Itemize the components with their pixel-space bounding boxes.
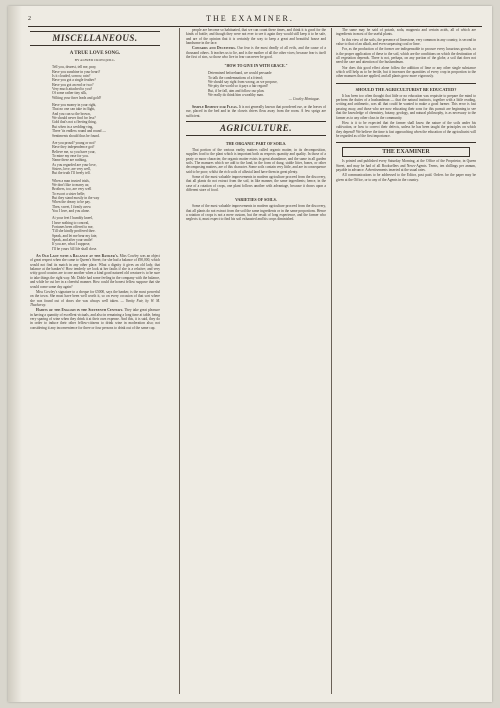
- article-paragraph: Nor does this good effect alone follow the addition of lime or any other single substance which will help us to be fertile, but it increases the quantities of every crop in proportion to the other manures that are applied, and all plants grow more vigorously.: [336, 65, 476, 79]
- article-paragraph: Habits of the English in the Sixteenth Century. They take great pleasure in having a quantity of excellent victuals, and also in remaining a long time at table, being very sparing of wine when they drink it at their own expense. And this, it is said, they do in order to induce their other fellow-citizens to drink wine in moderation also; not considering it any inconvenience for three or four persons to drink out of the same cup.: [30, 308, 160, 330]
- article-title-organic: THE ORGANIC PART OF SOILS.: [225, 140, 287, 146]
- motto-verse: Determined beforehand, we would persuade To talk the condemnations of a friend; We should say right from wrong, as we propose, We pity the world so it pays a fair regard! But, if he fall, aim and follow our plan. We really do think him a wealthy man. — Cowley Montague.: [186, 71, 326, 101]
- poem-stanza: At your feet I humbly kneel, I have nothing to conceal, Fortunes been offered to me, 'Till she kindly proffered thee. Speak, and let me bear my fate, Speak, and after your smile! If you are, what I suppose, I'll be yours 'till life shall close.: [52, 216, 98, 251]
- article-title-education: SHOULD THE AGRICULTURIST BE EDUCATED?: [336, 83, 476, 93]
- motto-title: "HOW TO GIVE IN WITH GRACE.": [224, 64, 288, 69]
- section-banner-agriculture: AGRICULTURE.: [186, 121, 326, 136]
- page-spine-shadow: [8, 6, 22, 702]
- poem-stanza: When a man trusted trials, We don't like to marry us; Brothers, too, are very well To escort a sister belle; But they stand mostly in the way When the dreary to be pay. Then, sweet, I firmly avow You I love, and you alone.: [52, 178, 100, 213]
- column-left: [30, 28, 160, 694]
- masthead-title: THE EXAMINER.: [206, 14, 294, 23]
- article-heading: Habits of the English in the Sixteenth Century.: [36, 308, 124, 313]
- article-paragraph: An Old Lady with a Balance at the Banker's. Miss Cowley was an object of great respect when she came to Queen's Street; for she had a balance of £90,000, which would not find its match in any other place. What a dignity it gives an old lady, that balance at the banker's! How tenderly we look at her faults if she is a relative; and very witty good cousins are to one another when a kind good natured old creature is to be sure to take things the right way. Mr. Doble had some feeling in the company with the balance, and while he cut her in a cheerful manner. How could the honest fellow suppose that she would come some day again?: [30, 254, 160, 289]
- article-attribution: — Vanity Fair, by W. M. Thackeray.: [30, 298, 160, 307]
- column-right: [336, 28, 476, 694]
- notice-title: THE EXAMINER: [342, 147, 470, 157]
- article-paragraph: How is it to be expected that the farmer shall know the nature of the soils under his cultivation, or how to correct their defects, unless he has been taught the principles on which they depend? We believe the time is fast approaching when the education of the agriculturist will be regarded as of the first importance.: [336, 120, 476, 138]
- column-middle: [186, 28, 326, 694]
- section-banner-miscellaneous: MISCELLANEOUS.: [30, 31, 160, 46]
- article-paragraph: Miss Cowley's signature to a cheque for £5000, says the banker, is the most powerful on the town. She must have been well worth it, so on every occasion of that sort where she was found out of doors she was always well taken. — Vanity Fair, by W. M. Thackeray.: [30, 289, 160, 307]
- poem-stanza: Are you proud? young or not? Have they independence got? Believe me, so you have your, To mine my ease for you. Name these are nothing, As you regarded are your love, Sisters, love, are very well, But the truth I'll freely tell.: [52, 140, 97, 176]
- article-paragraph: The same may be said of potash, soda, magnesia and certain acids, all of which are ingredients in most of the useful plants.: [336, 28, 476, 37]
- article-heading: Cowards and Deceivers.: [192, 46, 236, 51]
- article-paragraph: Some of the most valuable improvements in modern agriculture proceed from the discovery, that all plants do not extract from the soil the same ingredients or in the same proportions. Hence a rotation of crops is not a mere custom, but the result of long experience, and the farmer who neglects it, must expect to find his soil exhausted and his crops diminished.: [186, 204, 326, 222]
- article-title-varieties: VARIETIES OF SOILS.: [235, 197, 277, 203]
- poem-author: BY ALFRED CROWQUILL.: [74, 58, 116, 62]
- article-paragraph: In this view of the soils, the presence of limestone, very common in any country, is second in value to that of an alkali, and even surpassing coal or lime.: [336, 37, 476, 47]
- poem-stanza: Tell you, dearest, tell me, pray, Have you sunshine in your heart? Is it clouded, sorrow, rain? Have you got a single feather? Have you got an end or two? Very much attached to you? Of some rather tiny silk, Wilting your finer leads and gold?: [52, 65, 102, 100]
- notice-paragraph: Is printed and published every Saturday Morning, at the Office of the Proprietor, in Queen Street, and may be had of all Booksellers and News-Agents. Terms, ten shillings per annum, payable in advance. Advertisements inserted at the usual rates.: [336, 159, 476, 172]
- article-heading: Simple Remedy for Fleas.: [192, 104, 238, 109]
- newspaper-page: [8, 6, 492, 702]
- poem-title: A TRUE LOVE SONG.: [69, 51, 121, 56]
- publisher-notice: [336, 142, 476, 182]
- motto-attribution: — Cowley Montague.: [288, 97, 320, 102]
- article-paragraph: It has been too often thought that little or no education was requisite to prepare the mind to perform the duties of a husbandman — that the natural instincts, together with a little reading, writing and arithmetic, was all that could be wanted to make a good farmer. This error is fast passing away, and those who are now educating their sons for this pursuit are beginning to see that the knowledge of chemistry, botany, geology, and natural philosophy, is as necessary to the farmer as to any other class in the community.: [336, 93, 476, 120]
- masthead-rule: [28, 26, 482, 27]
- poem-stanza: Have you money in your right, That no one can take in flight, And you can so the brown, We should never find for less? Gold that's not a fleeting thing, But when in a wedding-ring, There 'tis endless round and round — Sentiments should thus be found.: [52, 103, 106, 138]
- article-heading: An Old Lady with a Balance at the Banker's.: [36, 254, 119, 259]
- article-paragraph: Some of the most valuable improvements in modern agriculture proceed from the discovery, that all plants do not extract from the soil, in like manner, the same ingredients; hence, in the case of a rotation of crops, one plant follows another with advantage, because it draws upon a different store of food.: [186, 174, 326, 192]
- notice-paragraph: All communications to be addressed to the Editor, post paid. Orders for the paper may be given at the Office, or to any of the Agents in the country.: [336, 173, 476, 182]
- page-number: 2: [28, 16, 31, 22]
- article-paragraph: That portion of the various earthy matters called organic matter, in its decomposition, supplies food to the plant which is important both as respects quantity and quality. In those of a peaty or moor character, the organic matter exists in great abundance, and the same in all garden soils. The manures which we add to the land, in the form of dung, stable litter, bones, or other decomposing matters, are of this character. Some soils contain very little, and are in consequence said to be poor; whilst the rich soils of alluvial land have them in great plenty.: [186, 147, 326, 174]
- column-divider-1: [179, 28, 180, 694]
- article-paragraph: Cowards and Deceivers. Our fear is the most deadly of all evils, and the cause of a thousand others. It teaches us to lie, and is the mother of all the other vices; because fear is itself the first of sins, so those who live in fear can never be good.: [186, 46, 326, 60]
- article-paragraph: people are become so habituated, that we can count these times, and think it is good for the kinds of bottle; and though they were not ever to see it again they would still keep it to be safe, and are of the opinion that it is certainly the way to keep a great and beautiful house and handsome in the face.: [186, 28, 326, 46]
- article-paragraph: Simple Remedy for Fleas. It is not generally known that powdered rue, or the leaves of rue, placed in the bed and in the closets drives fleas away from the room. A few sprigs are sufficient.: [186, 104, 326, 118]
- article-paragraph: For, as the production of the former are indispensable to procure every luxurious growth, so is the proper application of these to the soil, which are the conditions on which the destination of all vegetation depends. There is not, perhaps, on any portion of the globe, a soil that does not need the care and attention of the husbandman.: [336, 47, 476, 65]
- column-divider-2: [331, 28, 332, 694]
